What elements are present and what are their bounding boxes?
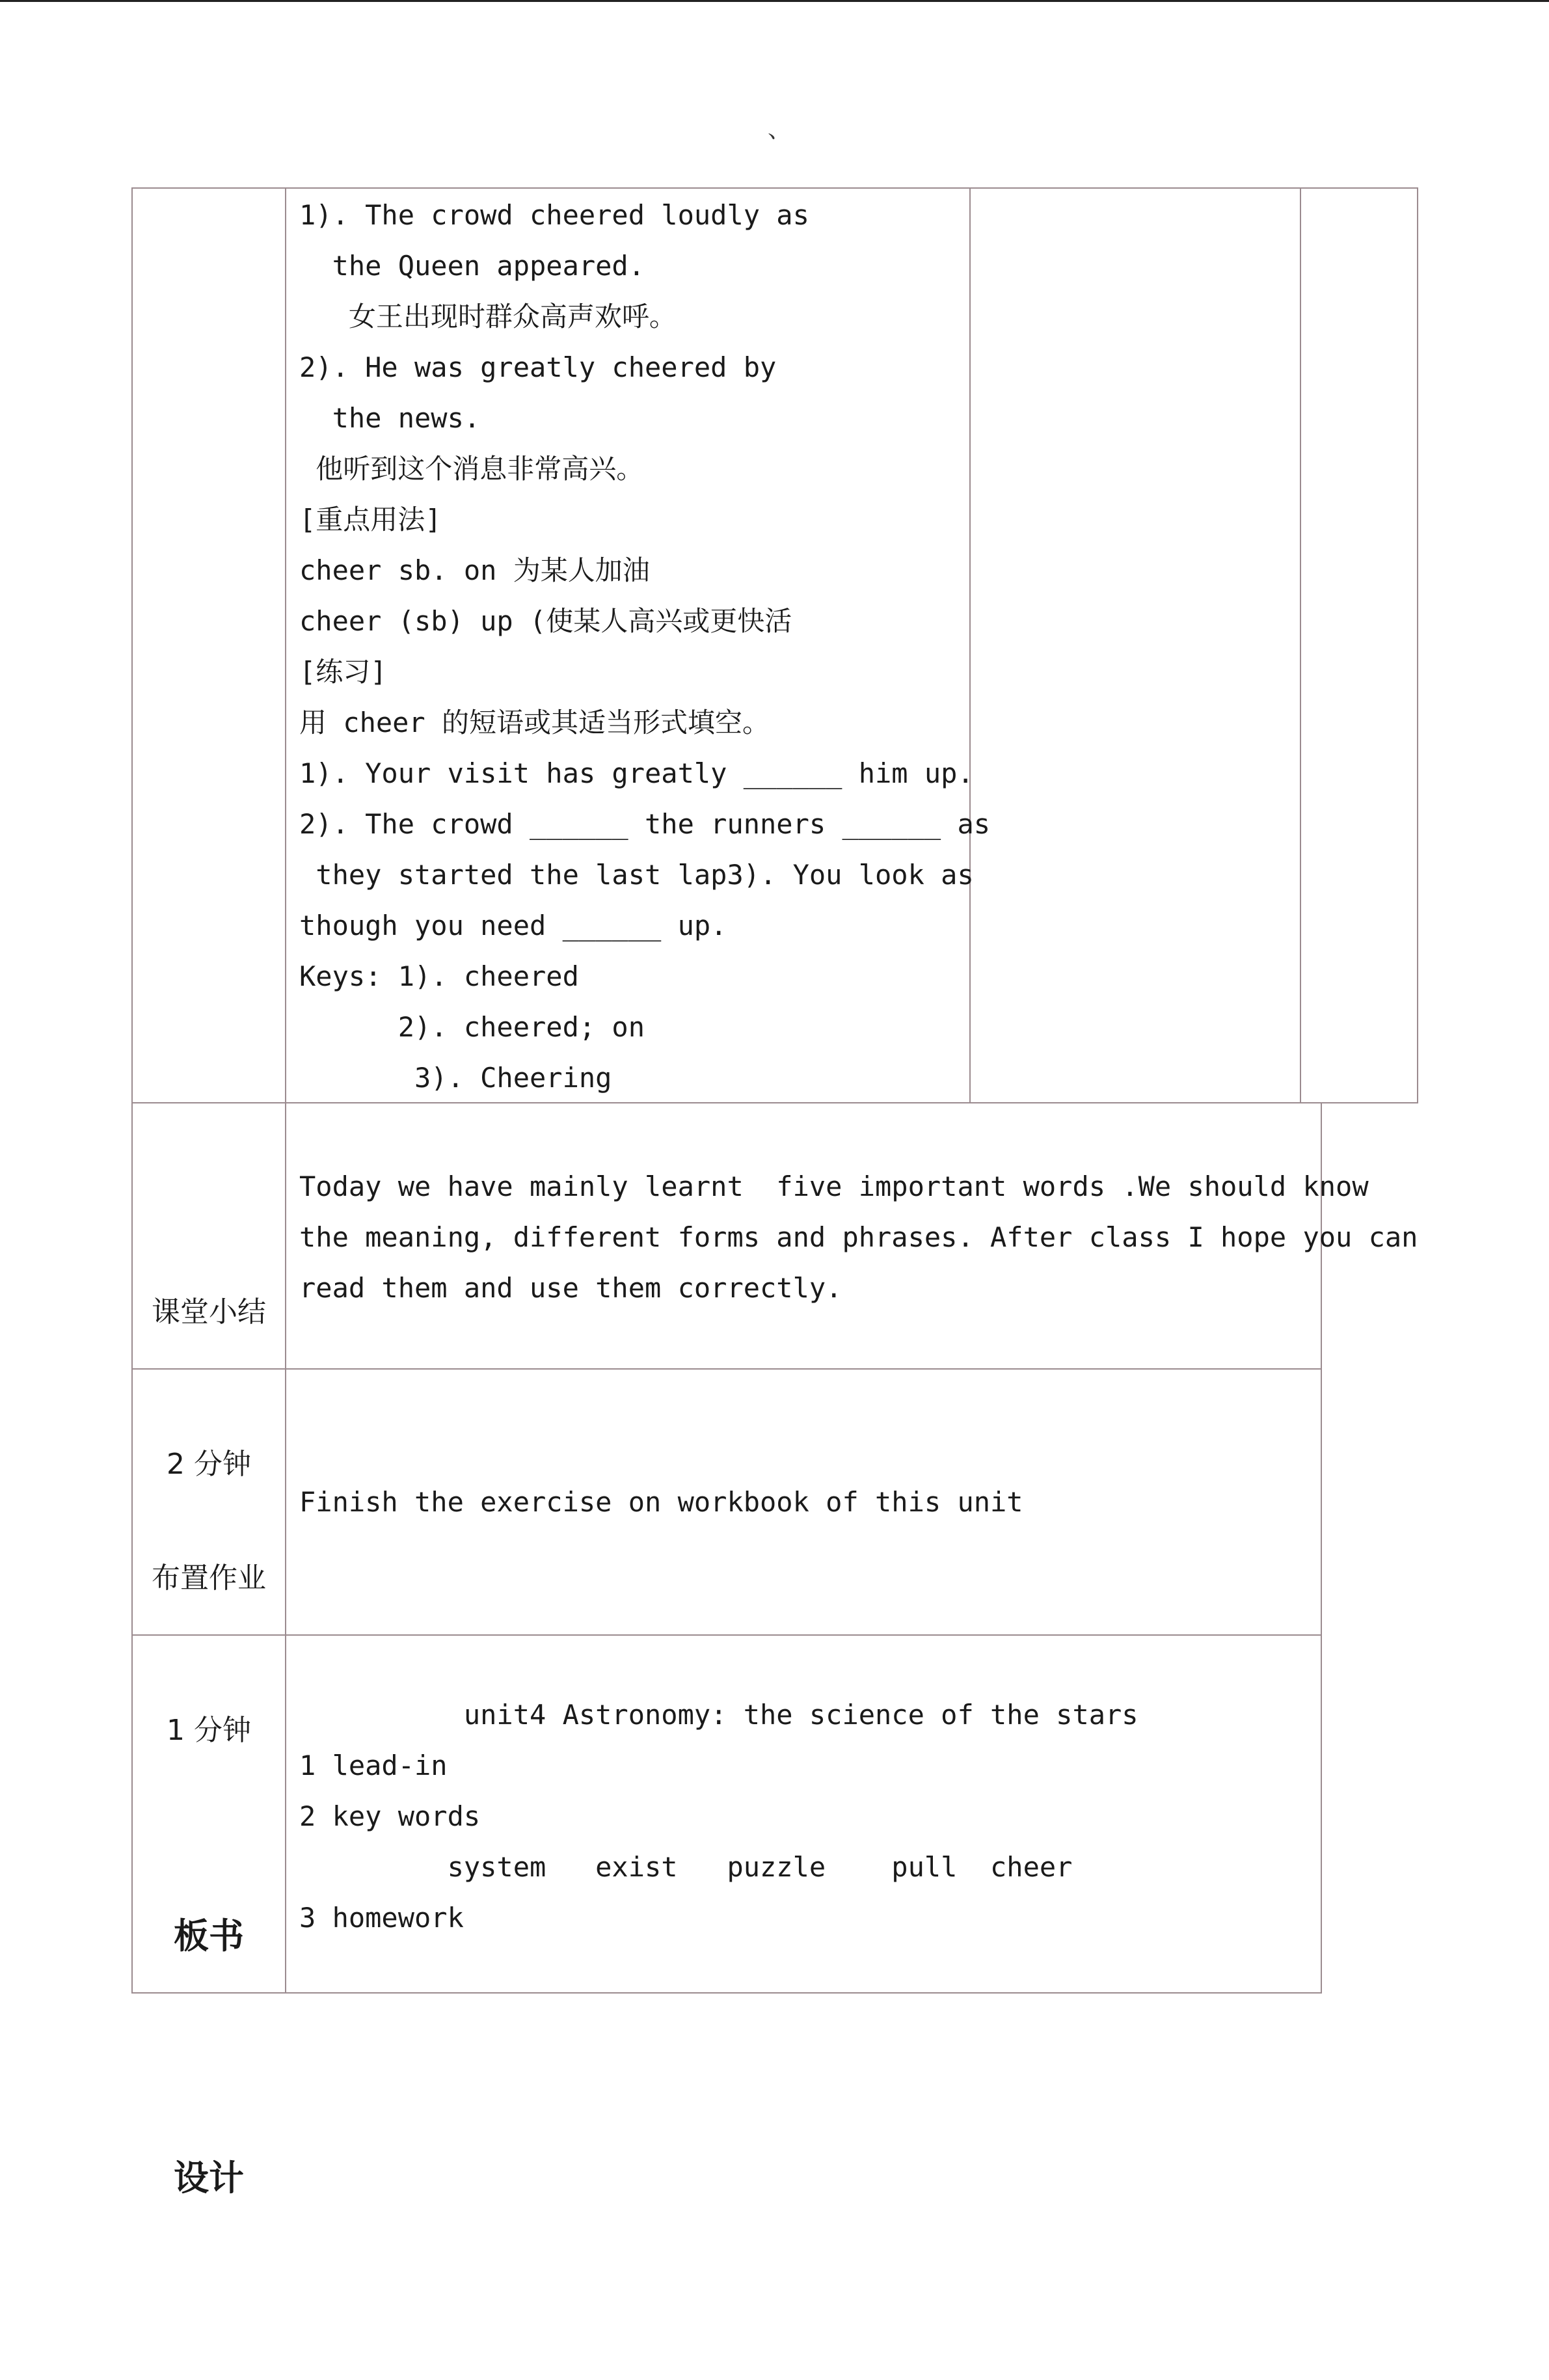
homework-label-duration: 1 分钟: [167, 1714, 251, 1747]
content-line: the news.: [299, 402, 481, 434]
content-line: the Queen appeared.: [299, 250, 645, 282]
content-line: 用 cheer 的短语或其适当形式填空。: [299, 707, 770, 738]
col-divider-1: [285, 187, 286, 1103]
board-label: [133, 1735, 285, 2380]
summary-line: the meaning, different forms and phrases. After class I hope you can: [299, 1221, 1418, 1253]
homework-label-title: 布置作业: [152, 1562, 266, 1595]
content-line: [重点用法]: [299, 504, 442, 535]
content-line: 3). Cheering: [299, 1062, 612, 1094]
board-line: 3 homework: [299, 1902, 464, 1934]
summary-line: Today we have mainly learnt five important words .We should know: [299, 1170, 1369, 1202]
content-line: 2). He was greatly cheered by: [299, 351, 777, 383]
row-divider-1: [131, 1368, 1322, 1370]
summary-label-duration: 2 分钟: [167, 1448, 251, 1481]
summary-label-title: 课堂小结: [152, 1295, 266, 1329]
label-column-divider: [285, 1102, 286, 1994]
board-line: unit4 Astronomy: the science of the stars: [299, 1699, 1138, 1731]
content-line: 他听到这个消息非常高兴。: [299, 453, 644, 485]
content-line: cheer (sb) up (使某人高兴或更快活: [299, 605, 792, 637]
board-line: 1 lead-in: [299, 1750, 448, 1781]
row-divider-2: [131, 1634, 1322, 1636]
board-label-line1: 板书: [174, 1915, 244, 1956]
content-line: 1). The crowd cheered loudly as: [299, 199, 809, 231]
content-line: cheer sb. on 为某人加油: [299, 554, 650, 586]
content-line: though you need ______ up.: [299, 910, 727, 941]
header-mark: 、: [768, 116, 792, 143]
content-line: 女王出现时群众高声欢呼。: [299, 301, 677, 332]
content-line: Keys: 1). cheered: [299, 960, 579, 992]
content-line: 1). Your visit has greatly ______ him up.: [299, 757, 974, 789]
summary-line: read them and use them correctly.: [299, 1272, 842, 1304]
content-line: 2). The crowd ______ the runners ______ as: [299, 808, 991, 840]
board-label-line2: 设计: [174, 2157, 244, 2198]
content-line: 2). cheered; on: [299, 1011, 645, 1043]
top-border-line: [0, 0, 1549, 2]
col-divider-2: [969, 187, 971, 1103]
content-line: they started the last lap3). You look as: [299, 859, 974, 891]
col-divider-3: [1300, 187, 1301, 1103]
homework-text: Finish the exercise on workbook of this unit: [299, 1486, 1023, 1518]
board-line: 2 key words: [299, 1800, 481, 1832]
content-line: [练习]: [299, 656, 387, 688]
board-line: system exist puzzle pull cheer: [299, 1851, 1073, 1883]
